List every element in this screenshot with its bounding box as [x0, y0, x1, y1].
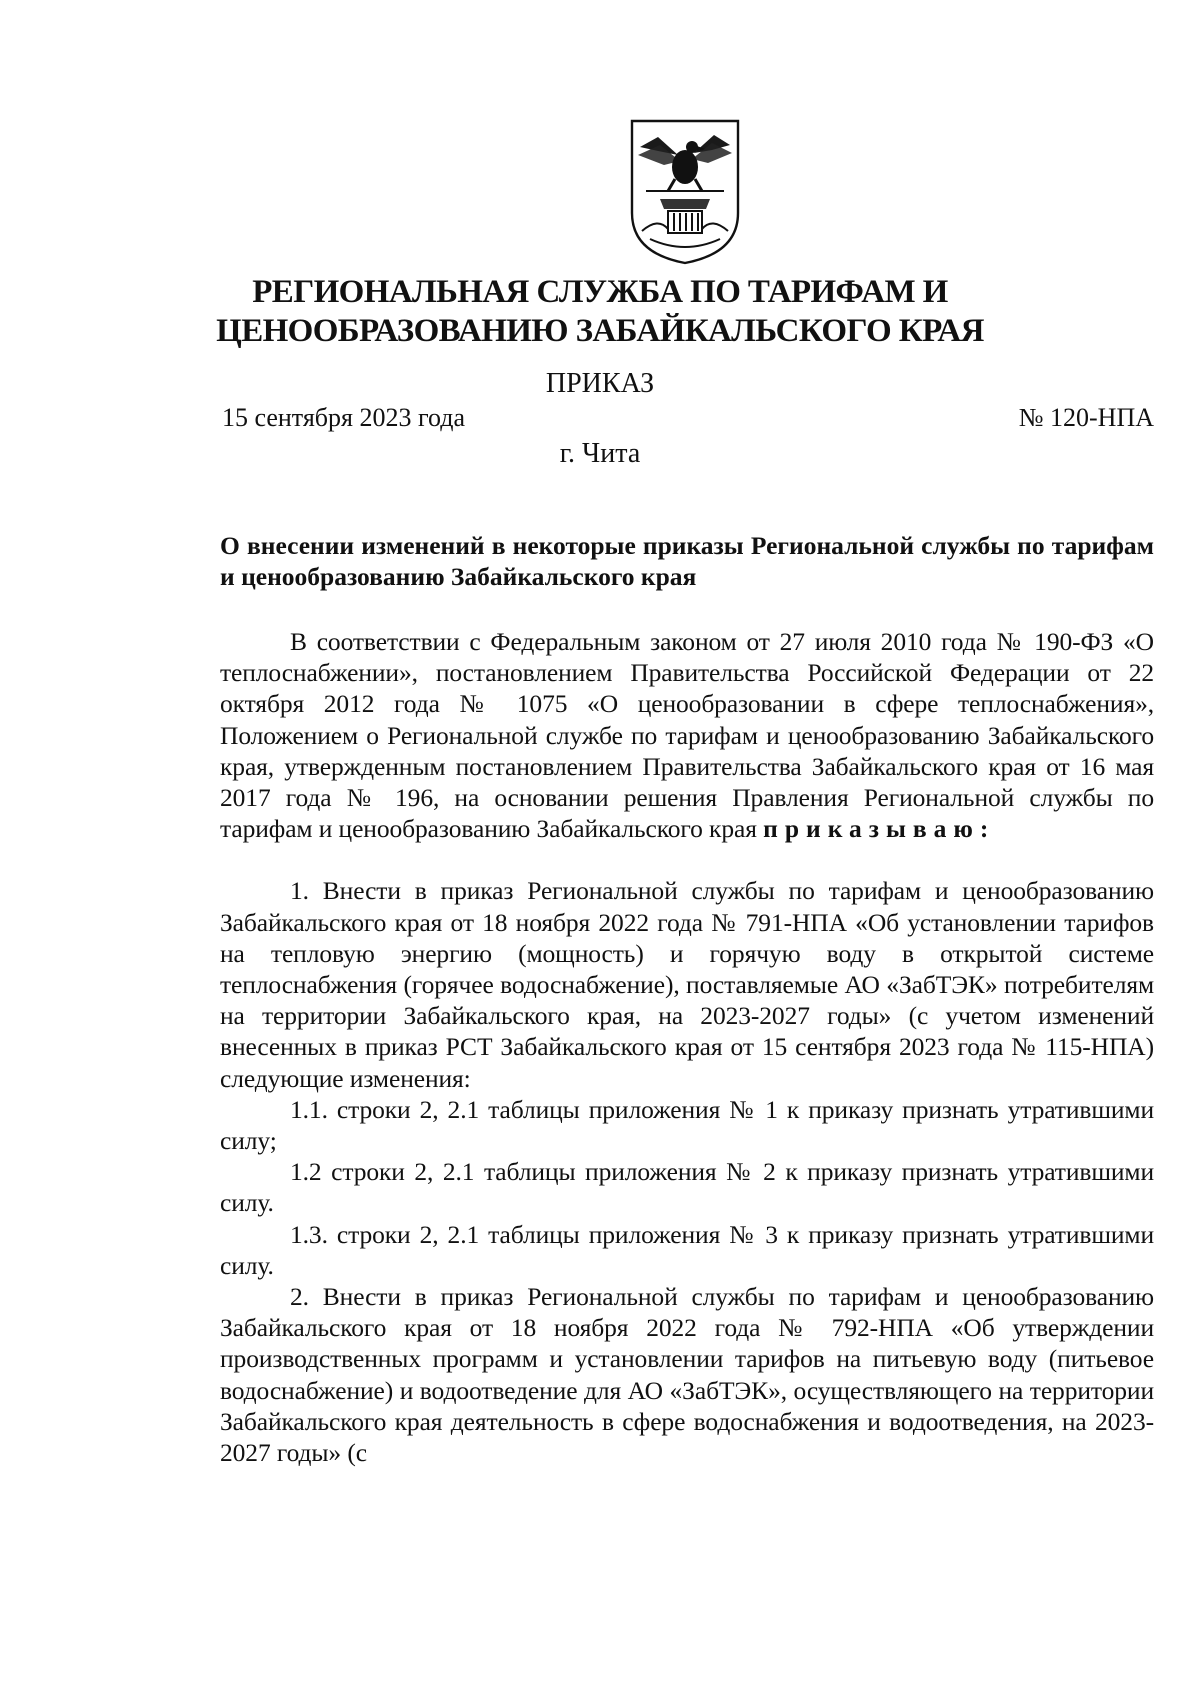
- document-date: 15 сентября 2023 года: [222, 403, 466, 432]
- document-body: [220, 626, 1154, 1468]
- item-paragraph-1-3: 1.3. строки 2, 2.1 таблицы приложения № 3 к приказу признать утратившими силу.: [220, 1219, 1154, 1280]
- order-word: приказываю:: [763, 814, 996, 844]
- document-city: г. Чита: [559, 438, 641, 469]
- document-subject: О внесении изменений в некоторые приказы Региональной службы по тарифам и ценообразованию Забайкальского края: [220, 531, 1154, 591]
- item-paragraph-1-2: 1.2 строки 2, 2.1 таблицы приложения № 2 к приказу признать утратившими силу.: [220, 1157, 1154, 1218]
- item-paragraph-2: 2. Внести в приказ Региональной службы по тарифам и ценообразованию Забайкальского края от 18 ноября 2022 года № 792-НПА «Об утверждении производственных программ и установлении тарифов на питьевую воду (питьевое водоснабжение) и водоотведение для АО «ЗабТЭК», осуществляющего на территории Забайкальского края деятельность в сфере водоснабжения и водоотведения, на 2023-2027 годы» (с: [220, 1282, 1154, 1468]
- item-paragraph-1-1: 1.1. строки 2, 2.1 таблицы приложения № 1 к приказу признать утратившими силу;: [220, 1094, 1154, 1156]
- preamble-paragraph: [220, 626, 1154, 844]
- agency-name-line-1: РЕГИОНАЛЬНАЯ СЛУЖБА ПО ТАРИФАМ И: [252, 274, 948, 310]
- coat-of-arms-icon: [628, 117, 742, 267]
- document-number: № 120-НПА: [1018, 403, 1154, 432]
- document-type: ПРИКАЗ: [545, 368, 655, 399]
- agency-name-line-2: ЦЕНООБРАЗОВАНИЮ ЗАБАЙКАЛЬСКОГО КРАЯ: [216, 313, 984, 349]
- preamble-text: В соответствии с Федеральным законом от 27 июля 2010 года № 190-ФЗ «О теплоснабжении», постановлением Правительства Российской Федерации от 22 октября 2012 года № 1075 «О ценообразовании в сфере теплоснабжения», Положением о Региональной службе по тарифам и ценообразованию Забайкальского края, утвержденным постановлением Правительства Забайкальского края от 16 мая 2017 года № 196, на основании решения Правления Региональной службы по тарифам и ценообразованию Забайкальского края: [220, 627, 1154, 844]
- item-paragraph-1: 1. Внести в приказ Региональной службы по тарифам и ценообразованию Забайкальского края от 18 ноября 2022 года № 791-НПА «Об установлении тарифов на тепловую энергию (мощность) и горячую воду в открытой системе теплоснабжения (горячее водоснабжение), поставляемые АО «ЗабТЭК» потребителям на территории Забайкальского края, на 2023-2027 годы» (с учетом изменений внесенных в приказ РСТ Забайкальского края от 15 сентября 2023 года № 115-НПА) следующие изменения:: [220, 876, 1154, 1093]
